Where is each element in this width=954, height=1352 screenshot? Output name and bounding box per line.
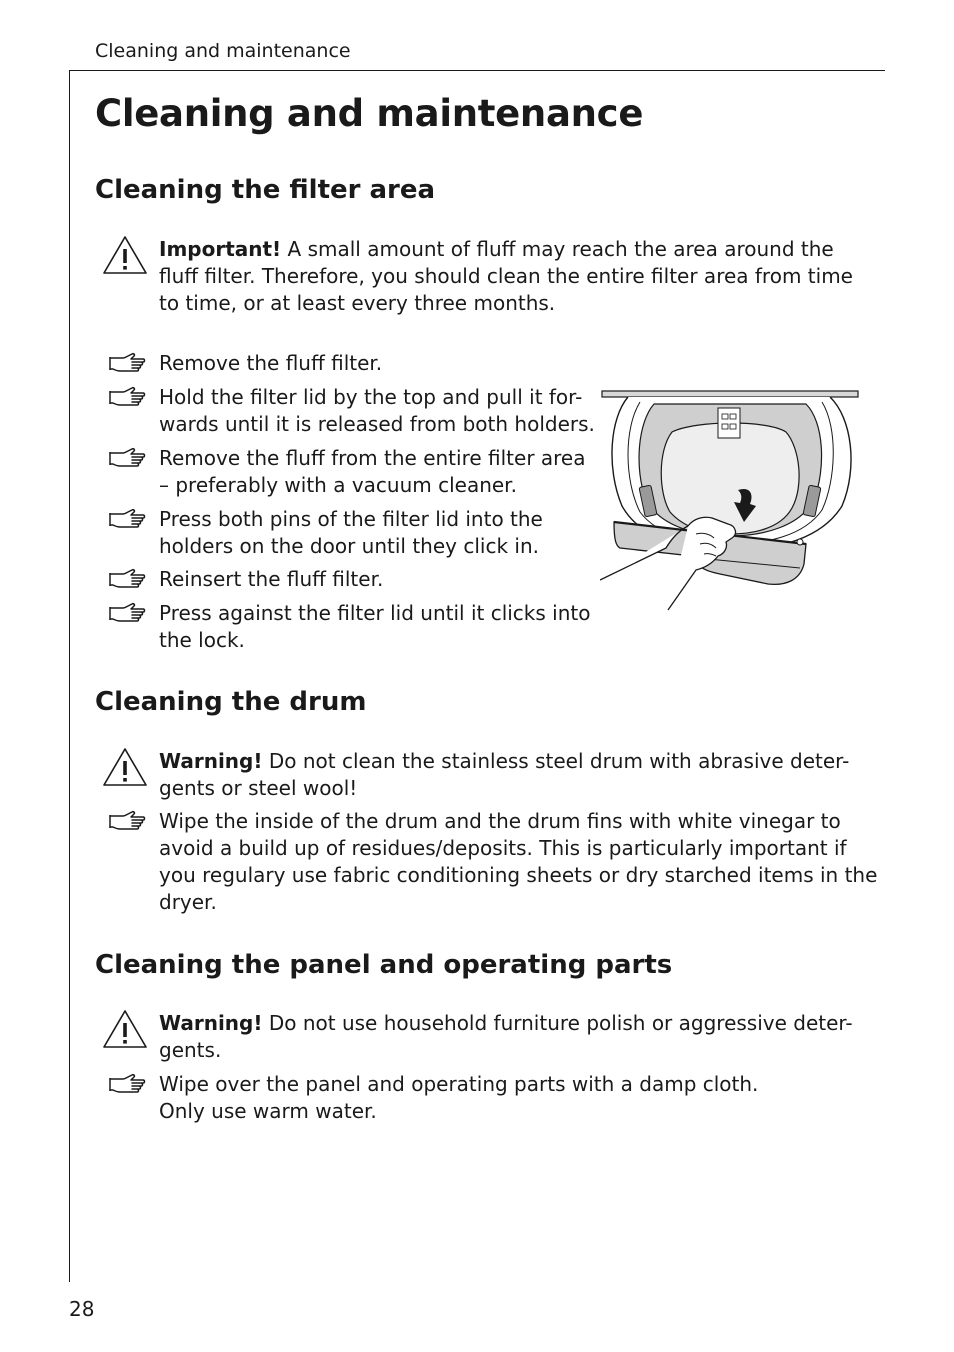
running-head: Cleaning and maintenance <box>95 40 351 62</box>
step-reinsert-filter: Reinsert the fluff filter. <box>159 567 384 591</box>
step-wipe-drum: Wipe the inside of the drum and the drum fins with white vinegar to avoid a build up of residues/deposits. This is particularly important if you regulary use fabric conditioning sheets or dry starched items in the dryer. <box>159 809 878 914</box>
section-heading-panel: Cleaning the panel and operating parts <box>95 950 673 980</box>
pointing-hand-icon <box>108 568 146 590</box>
notice-label: Important! <box>159 237 282 261</box>
notice-label: Warning! <box>159 749 263 773</box>
notice-warning-panel <box>159 1010 853 1064</box>
step-wipe-panel: Wipe over the panel and operating parts with a damp cloth. Only use warm water. <box>159 1072 759 1123</box>
section-heading-filter-area: Cleaning the filter area <box>95 175 436 205</box>
page-number: 28 <box>69 1297 95 1321</box>
notice-warning-drum <box>159 748 849 802</box>
filter-lid-illustration <box>600 388 860 614</box>
pointing-hand-icon <box>108 1073 146 1095</box>
notice-line-2: fluff filter. Therefore, you should clean the entire filter area from time <box>159 264 853 288</box>
warning-triangle-icon <box>102 1009 148 1049</box>
header-rule <box>69 70 885 71</box>
notice-important <box>159 236 853 317</box>
warning-triangle-icon <box>102 235 148 275</box>
notice-line-3: to time, or at least every three months. <box>159 291 556 315</box>
notice-line-1: Important! A small amount of fluff may reach the area around the <box>159 237 834 261</box>
step-press-filter-lid: Press against the filter lid until it clicks into the lock. <box>159 601 591 652</box>
notice-line-1: Warning! Do not clean the stainless steel drum with abrasive deter- <box>159 749 850 773</box>
notice-line-2: gents or steel wool! <box>159 776 358 800</box>
margin-rule <box>69 70 70 1282</box>
pointing-hand-icon <box>108 386 146 408</box>
section-heading-drum: Cleaning the drum <box>95 687 367 717</box>
pointing-hand-icon <box>108 447 146 469</box>
step-press-pins: Press both pins of the filter lid into the holders on the door until they click in. <box>159 507 543 558</box>
pointing-hand-icon <box>108 352 146 374</box>
pointing-hand-icon <box>108 508 146 530</box>
pointing-hand-icon <box>108 810 146 832</box>
pointing-hand-icon <box>108 602 146 624</box>
step-pull-filter-lid: Hold the filter lid by the top and pull it for- wards until it is released from both holders. <box>159 385 595 436</box>
warning-triangle-icon <box>102 747 148 787</box>
notice-label: Warning! <box>159 1011 263 1035</box>
step-remove-fluff: Remove the fluff from the entire filter area – preferably with a vacuum cleaner. <box>159 446 586 497</box>
notice-line-2: gents. <box>159 1038 222 1062</box>
page-title: Cleaning and maintenance <box>95 92 644 135</box>
step-remove-filter: Remove the fluff filter. <box>159 351 383 375</box>
notice-line-1: Warning! Do not use household furniture polish or aggressive deter- <box>159 1011 853 1035</box>
